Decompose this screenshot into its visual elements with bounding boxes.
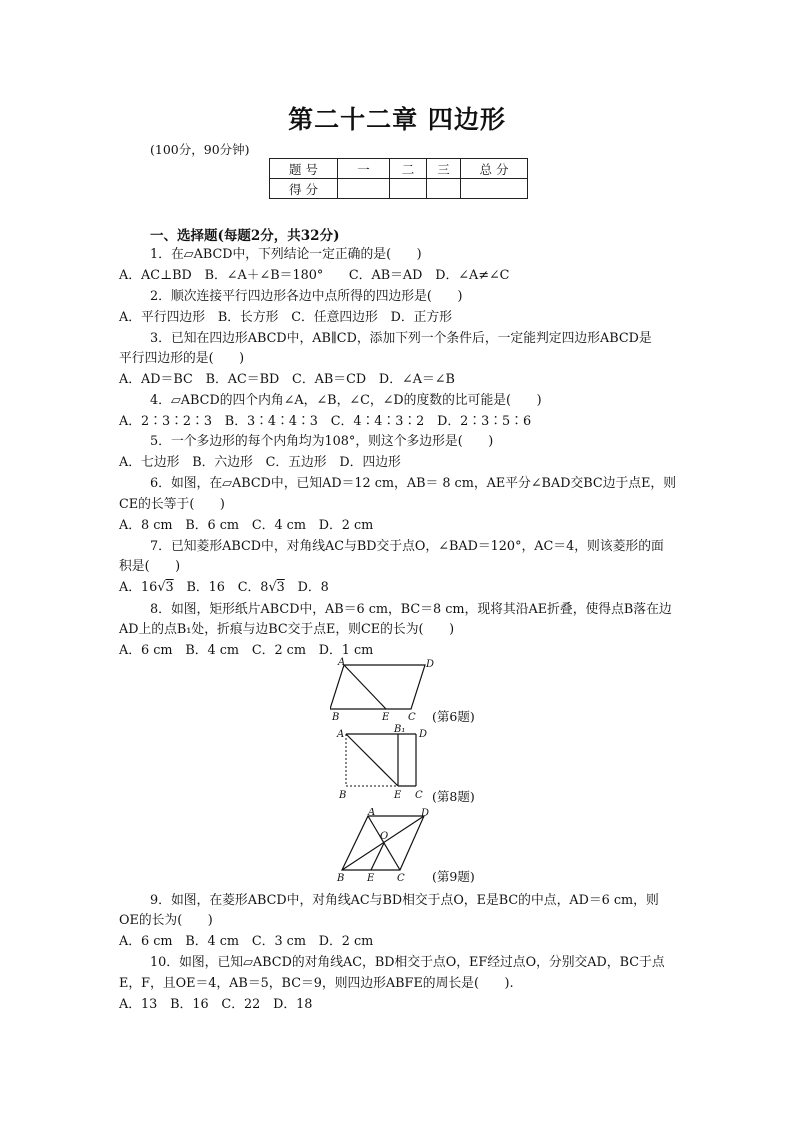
figure-6-caption: (第6题) <box>432 709 475 724</box>
question-4-options: A．2∶3∶2∶3 B．3∶4∶4∶3 C．4∶4∶3∶2 D．2∶3∶5∶6 <box>119 414 532 429</box>
question-6-stem: 6．如图，在▱ABCD中，已知AD＝12 cm，AB＝ 8 cm，AE平分∠BAD交BC边于点E，则 <box>150 476 677 491</box>
svg-text:B: B <box>332 712 340 721</box>
section-heading: 一、选择题(每题2分，共32分) <box>150 228 340 244</box>
question-8-stem: 8．如图，矩形纸片ABCD中，AB＝6 cm，BC＝8 cm，现将其沿AE折叠，使得点B落在边 <box>150 602 672 617</box>
table-cell: 二 <box>390 159 427 179</box>
option-a: A．16 <box>119 580 158 595</box>
svg-text:B: B <box>337 873 345 884</box>
option-b-c: B．16 C．8 <box>186 580 269 595</box>
question-6-stem-cont: CE的长等于( ) <box>119 497 225 512</box>
figure-8-caption: (第8题) <box>432 789 475 804</box>
svg-text:A: A <box>368 808 376 818</box>
question-3-stem-cont: 平行四边形的是( ) <box>119 351 245 366</box>
table-cell: 总 分 <box>461 159 528 179</box>
question-9-stem: 9．如图，在菱形ABCD中，对角线AC与BD相交于点O，E是BC的中点，AD＝6 cm，则 <box>150 893 659 908</box>
question-3-stem: 3．已知在四边形ABCD中，AB∥CD，添加下列一个条件后，一定能判定四边形ABCD是 <box>150 331 652 346</box>
question-8-options: A．6 cm B．4 cm C．2 cm D．1 cm <box>119 643 374 658</box>
question-1-options: A．AC⊥BD B．∠A＋∠B＝180° C．AB＝AD D．∠A≠∠C <box>119 268 510 283</box>
figure-8-rectangle-fold <box>334 724 430 806</box>
question-7-stem: 7．已知菱形ABCD中，对角线AC与BD交于点O，∠BAD＝120°，AC＝4，则该菱形的面 <box>150 539 664 554</box>
question-2-stem: 2．顺次连接平行四边形各边中点所得的四边形是( ) <box>150 289 463 304</box>
svg-text:E: E <box>394 790 402 801</box>
table-cell: 一 <box>338 159 390 179</box>
question-1-stem: 1．在▱ABCD中，下列结论一定正确的是( ) <box>150 247 422 262</box>
figure-6-parallelogram <box>330 657 440 721</box>
table-cell <box>390 179 427 199</box>
question-5-options: A．七边形 B．六边形 C．五边形 D．四边形 <box>119 455 401 470</box>
svg-text:A: A <box>337 729 345 740</box>
svg-text:E: E <box>382 712 390 721</box>
svg-text:A: A <box>338 657 346 668</box>
question-3-options: A．AD＝BC B．AC＝BD C．AB＝CD D．∠A＝∠B <box>119 372 455 387</box>
table-cell: 题 号 <box>270 159 338 179</box>
svg-text:B: B <box>339 790 347 801</box>
sqrt-sign: √ <box>157 580 166 595</box>
table-cell: 得 分 <box>270 179 338 199</box>
question-10-stem-cont: E，F，且OE＝4，AB＝5，BC＝9，则四边形ABFE的周长是( ). <box>119 976 514 991</box>
table-row <box>270 179 528 199</box>
svg-text:D: D <box>421 808 430 819</box>
svg-text:C: C <box>415 790 423 801</box>
sqrt-radicand: 3 <box>276 580 285 595</box>
svg-text:E: E <box>367 873 375 884</box>
page-title: 第二十二章 四边形 <box>288 105 506 134</box>
question-4-stem: 4．▱ABCD的四个内角∠A，∠B，∠C，∠D的度数的比可能是( ) <box>150 393 542 408</box>
svg-text:B₁: B₁ <box>394 724 406 735</box>
score-table <box>269 158 528 199</box>
question-10-stem: 10．如图，已知▱ABCD的对角线AC，BD相交于点O，EF经过点O，分别交AD，BC于点 <box>150 955 665 970</box>
sqrt-sign: √ <box>268 580 277 595</box>
question-8-stem-cont: AD上的点B₁处，折痕与边BC交于点E，则CE的长为( ) <box>119 622 455 637</box>
question-9-options: A．6 cm B．4 cm C．3 cm D．2 cm <box>119 934 374 949</box>
sqrt-radicand: 3 <box>165 580 174 595</box>
exam-meta: (100分，90分钟) <box>150 142 250 157</box>
svg-text:O: O <box>380 831 389 842</box>
question-10-options: A．13 B．16 C．22 D．18 <box>119 997 313 1012</box>
question-7-options <box>119 580 329 596</box>
table-cell <box>427 179 461 199</box>
question-5-stem: 5．一个多边形的每个内角均为108°，则这个多边形是( ) <box>150 434 494 449</box>
table-cell <box>338 179 390 199</box>
question-9-stem-cont: OE的长为( ) <box>119 913 213 928</box>
svg-text:C: C <box>397 873 405 884</box>
question-7-stem-cont: 积是( ) <box>119 559 181 574</box>
svg-text:D: D <box>419 729 428 740</box>
svg-text:D: D <box>426 659 435 670</box>
figure-9-rhombus <box>332 808 432 884</box>
question-2-options: A．平行四边形 B．长方形 C．任意四边形 D．正方形 <box>119 310 453 325</box>
table-cell: 三 <box>427 159 461 179</box>
option-d: D．8 <box>297 580 329 595</box>
table-row <box>270 159 528 179</box>
table-cell <box>461 179 528 199</box>
svg-text:C: C <box>408 712 416 721</box>
figure-9-caption: (第9题) <box>432 869 475 884</box>
question-6-options: A．8 cm B．6 cm C．4 cm D．2 cm <box>119 518 374 533</box>
